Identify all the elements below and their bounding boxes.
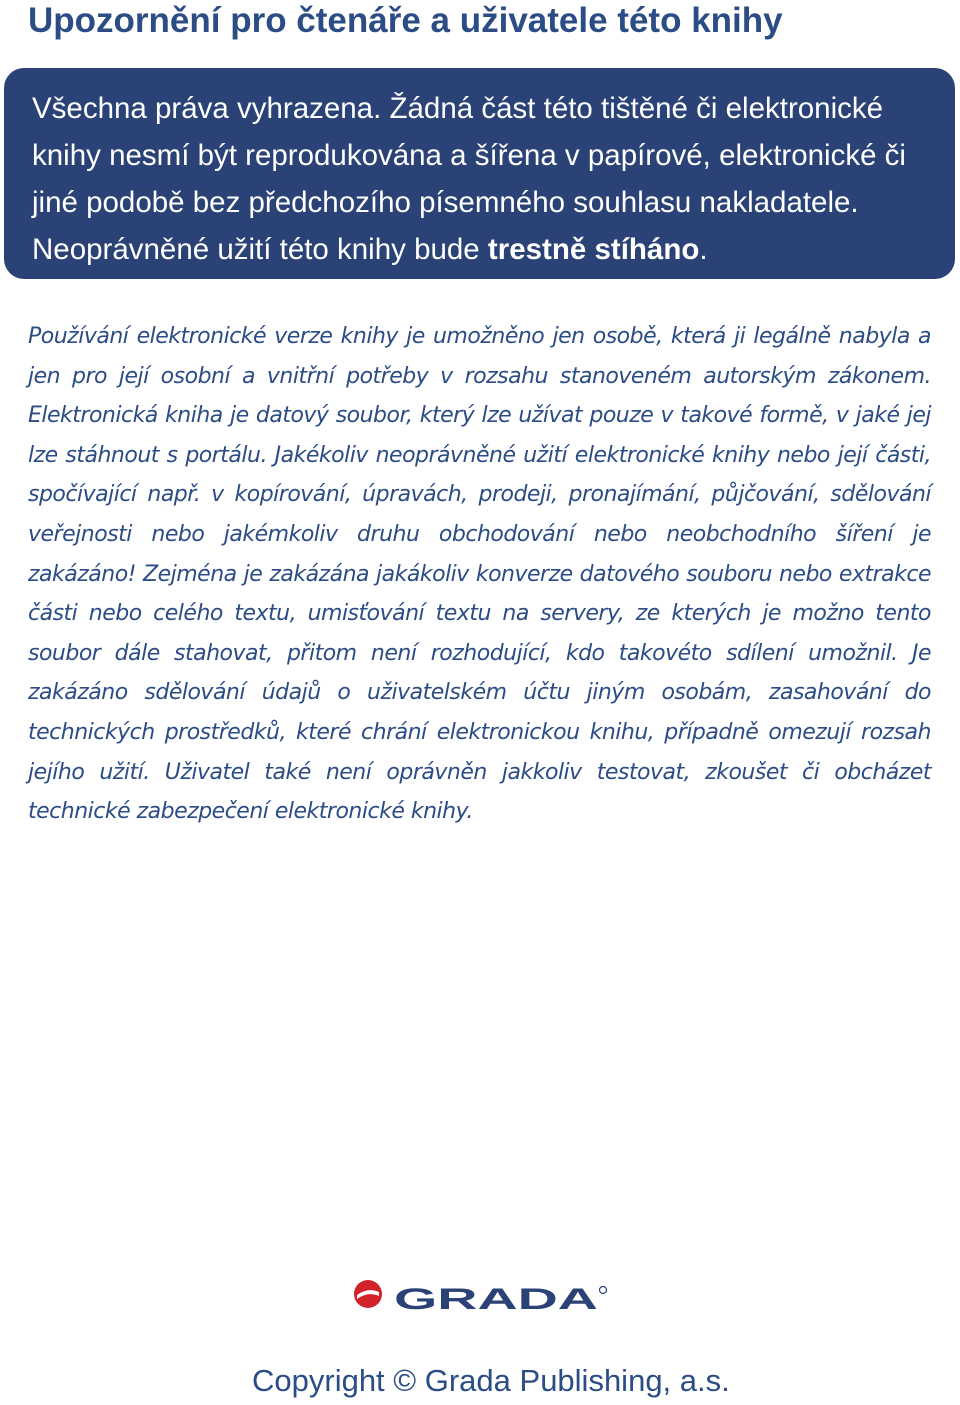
registered-mark-icon — [600, 1287, 607, 1294]
rights-notice-end: . — [699, 233, 708, 266]
rights-notice-text — [32, 85, 935, 273]
rights-notice-emphasis: trestně stíháno — [487, 233, 700, 266]
rights-notice-main: Všechna práva vyhrazena. Žádná část této tištěné či elektronické knihy nesmí být reprodukována a šířena v papírové, elektronické či jiné podobě bez předchozího písemného souhlasu nakladatele. Neoprávněné užití této knihy bude — [32, 92, 906, 266]
copyright-text: Copyright © Grada Publishing, a.s. — [252, 1363, 730, 1398]
grada-logo-text: GRADA — [394, 1283, 598, 1314]
grada-logo-icon — [354, 1280, 382, 1308]
rights-notice-box — [4, 68, 955, 279]
ebook-usage-notice: Používání elektronické verze knihy je umožněno jen osobě, která ji legálně nabyla a jen pro její osobní a vnitřní potřeby v rozsahu stanoveném autorským zákonem. Elektronická kniha je datový soubor, který lze užívat pouze v takové formě, v jaké jej lze stáhnout s portálu. Jakékoliv neoprávněné užití elektronické knihy nebo její části, spočívající např. v kopírování, úpravách, prodeji, pronajímání, půjčování, sdělování veřejnosti nebo jakémkoliv druhu obchodování nebo neobchodního šíření je zakázáno! Zejména je zakázána jakákoliv konverze datového souboru nebo extrakce části nebo celého textu, umisťování textu na servery, ze kterých je možno tento soubor dále stahovat, přitom není rozhodující, kdo takovéto sdílení umožnil. Je zakázáno sdělování údajů o uživatelském účtu jiným osobám, zasahování do technických prostředků, které chrání elektronickou knihu, případně omezují rozsah jejího užití. Uživatel také není oprávněn jakkoliv testovat, zkoušet či obcházet technické zabezpečení elektronické knihy. — [28, 324, 931, 825]
page-title: Upozornění pro čtenáře a uživatele této knihy — [28, 1, 783, 40]
grada-logo — [352, 1278, 612, 1314]
